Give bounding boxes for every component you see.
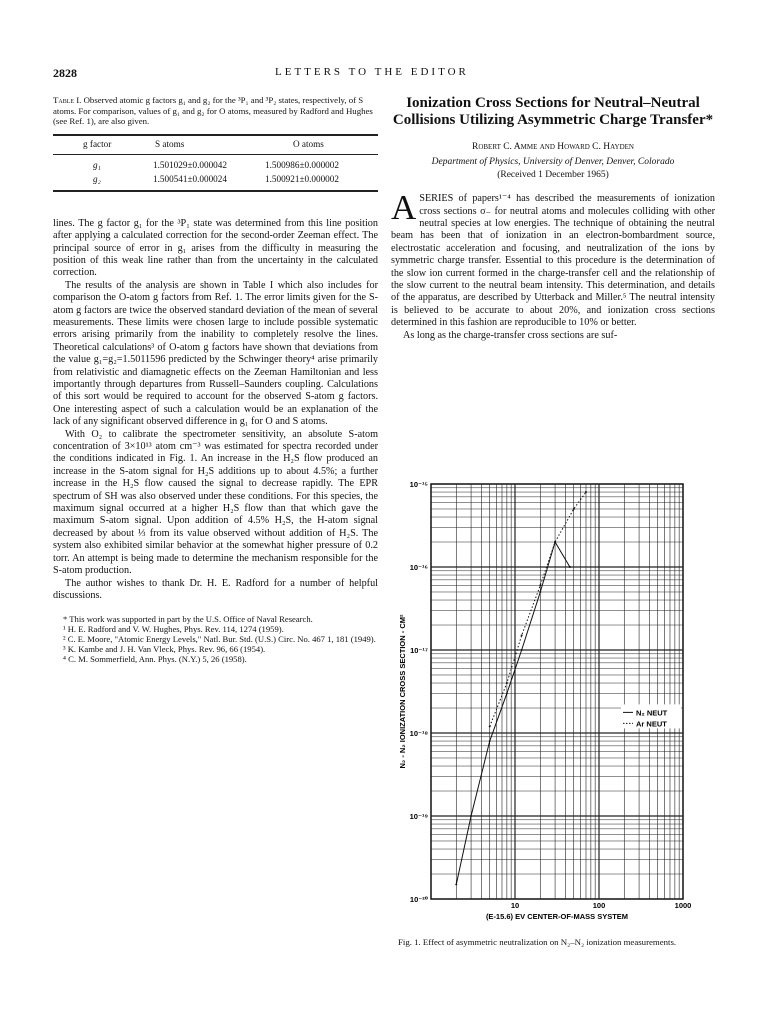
table-caption-label: Table I.	[53, 95, 82, 105]
data-point	[569, 566, 571, 568]
data-point	[539, 591, 541, 593]
drop-cap: A	[391, 188, 417, 228]
x-axis-title: (E-15.6) EV CENTER-OF-MASS SYSTEM	[485, 912, 629, 921]
body-paragraph: The author wishes to thank Dr. H. E. Radford for a number of helpful discussions.	[53, 577, 378, 601]
intro-text: SERIES of papers¹⁻⁴ has described the measurements of ionization cross sections σ₋ for neutral atoms and molecules colliding with other neutral species at low energies. The technique of obtaining the neutral beam has been that of ionization in an electron-bombardment source, electrostatic acceleration and focusing, and neutralization of the ions by symmetric charge transfer. Essential to this procedure is the determination of the slow ion current formed in the charge-transfer cell and the relationship of the slow current to the neutral beam intensity. This determination, and details of the apparatus, are described by Utterback and Miller.⁵ The neutral intensity is believed to be accurate to about 20%, and ionization cross sections determined in this fashion are reproducible to 10% or better.	[391, 193, 715, 329]
data-point	[455, 883, 457, 885]
article-affiliation: Department of Physics, University of Denver, Denver, Colorado	[431, 157, 675, 168]
data-point	[489, 740, 491, 742]
table-cell: g₂	[53, 172, 133, 190]
y-tick-label: 10⁻¹⁹	[409, 812, 428, 821]
series-line	[456, 542, 570, 884]
y-tick-label: 10⁻¹⁶	[409, 563, 428, 572]
table-cell: g₁	[93, 159, 101, 170]
table-caption	[53, 95, 378, 127]
table-header-cell: O atoms	[253, 135, 378, 155]
data-point	[521, 649, 523, 651]
data-point	[470, 815, 472, 817]
left-column	[53, 95, 378, 664]
page-number: 2828	[53, 66, 77, 80]
table-cell: 1.500541±0.000024	[133, 172, 253, 190]
intro-paragraph	[391, 188, 715, 329]
body-paragraph: With O₂ to calibrate the spectrometer sensitivity, an absolute S-atom concentration of 3×10¹³ atom cm⁻³ was estimated for spectra recorded under the conditions indicated in Fig. 1. An increase in the H₂S flow produced an increase in the S-atom signal for H₂S additions up to about 4.5%; a further increase in the H₂S flow caused the signal to decrease rapidly. The EPR spectrum of SH was also observed under these conditions. For this species, the maximum signal occurred at a higher H₂S flow than that which gave the maximum S-atom signal. Upon addition of 4.5% H₂S, the H-atom signal decreased by about ⅓ from its value observed without addition of H₂S. The system also exhibited similar behavior at the somewhat higher pressure of 0.2 torr. An attempt is being made to determine the mechanism responsible for the S-atom production.	[53, 428, 378, 577]
footnote: ⁴ C. M. Sommerfield, Ann. Phys. (N.Y.) 5, 26 (1958).	[63, 654, 247, 665]
article-received: (Received 1 December 1965)	[497, 169, 609, 180]
footnotes	[53, 614, 378, 664]
article-title: Ionization Cross Sections for Neutral–Neutral Collisions Utilizing Asymmetric Charge Transfer*	[392, 95, 714, 128]
g-factor-table	[53, 134, 378, 192]
table-header-cell: g factor	[53, 135, 133, 155]
table-row	[53, 172, 378, 190]
footnote: ¹ H. E. Radford and V. W. Hughes, Phys. Rev. 114, 1274 (1959).	[63, 624, 284, 635]
y-tick-label: 10⁻¹⁸	[409, 729, 428, 738]
data-point	[539, 584, 541, 586]
y-tick-label: 10⁻²⁰	[409, 895, 428, 904]
table-cell: 1.500921±0.000002	[253, 172, 378, 190]
legend-label: Ar NEUT	[636, 719, 667, 729]
right-column	[391, 95, 715, 342]
figure-caption: Fig. 1. Effect of asymmetric neutralization on N₂–N₂ ionization measurements.	[398, 937, 677, 947]
body-paragraph: As long as the charge-transfer cross sections are suf-	[403, 329, 618, 341]
footnote: ² C. E. Moore, "Atomic Energy Levels," Natl. Bur. Std. (U.S.) Circ. No. 467 1, 181 (1949).	[63, 634, 376, 645]
x-tick-label: 100	[592, 901, 606, 910]
x-tick-label: 10	[510, 901, 520, 910]
plot-frame	[431, 484, 683, 899]
y-axis-title: N₂ - N₂ IONIZATION CROSS SECTION - CM²	[398, 614, 407, 769]
table-row	[53, 154, 378, 172]
article-authors: Robert C. Amme and Howard C. Hayden	[471, 142, 634, 152]
table-header-cell: S atoms	[133, 135, 253, 155]
running-head: LETTERS TO THE EDITOR	[275, 66, 469, 78]
data-point	[573, 508, 575, 510]
footnote: ³ K. Kambe and J. H. Van Vleck, Phys. Rev. 96, 66 (1954).	[63, 644, 266, 655]
legend-label: N₂ NEUT	[636, 708, 668, 718]
table-cell: 1.500986±0.000002	[265, 159, 339, 170]
x-tick-label: 1000	[674, 901, 692, 910]
footnote: * This work was supported in part by the U.S. Office of Naval Research.	[63, 614, 313, 625]
data-point	[506, 692, 508, 694]
data-point	[521, 634, 523, 636]
body-paragraph: lines. The g factor g₁ for the ³P₁ state was determined from this line position after applying a calculated correction for the second-order Zeeman effect. The principal source of error in g₁ arises from the difficulty in measuring the position of this weak line rather than from the uncertainty in the calculated correction.	[53, 217, 378, 279]
body-paragraph: The results of the analysis are shown in Table I which also includes for comparison the O-atom g factors from Ref. 1. The error limits given for the S-atom g factors are twice the observed standard deviation of the mean of several measurements. These limits were chosen large to include possible systematic errors arising primarily from the inability to completely resolve the lines. Theoretical calculations³ of O-atom g factors have shown that deviations from the value g₁=g₂=1.5011596 predicted by the Schwinger theory⁴ arise primarily from relativistic and diamagnetic effects on the Zeeman Hamiltonian and less importantly through departures from Russell–Saunders coupling. Calculations of this sort would be required to account for the observed S-atom g factors. One interesting aspect of such a calculation would be an explanation of the lack of any significant observed difference in g₁ for O and S atoms.	[53, 279, 378, 428]
data-point	[585, 491, 587, 493]
y-tick-label: 10⁻¹⁷	[410, 646, 428, 655]
data-point	[506, 682, 508, 684]
data-point	[489, 725, 491, 727]
figure-1-chart	[395, 478, 695, 938]
data-point	[554, 541, 556, 543]
table-cell: 1.501029±0.000042	[153, 159, 227, 170]
y-tick-label: 10⁻¹⁵	[409, 480, 428, 489]
table-caption-text: Observed atomic g factors g₁ and g₂ for the ³P₁ and ³P₂ states, respectively, of S atoms. For comparison, values of g₁ and g₂ for O atoms, measured by Radford and Hughes (see Ref. 1), are also given.	[53, 95, 373, 126]
